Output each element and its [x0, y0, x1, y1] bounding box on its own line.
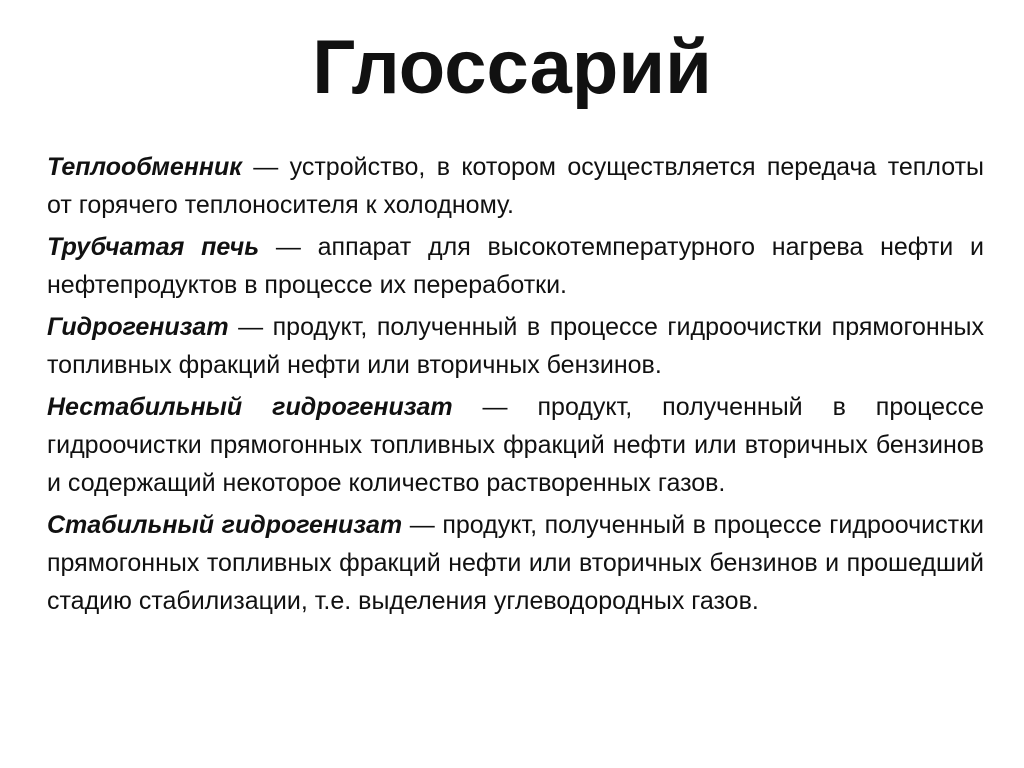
- glossary-entry-hydrogenate: [47, 308, 984, 384]
- glossary-term: Гидрогенизат: [47, 313, 229, 341]
- glossary-definition: — продукт, полученный в процессе гидроочистки прямогонных топливных фракций нефти или вторичных бензинов.: [47, 313, 984, 379]
- glossary-definition: — аппарат для высокотемпературного нагрева нефти и нефтепродуктов в процессе их переработки.: [47, 233, 984, 299]
- glossary-definition: — устройство, в котором осуществляется передача теплоты от горячего теплоносителя к холодному.: [47, 153, 984, 219]
- glossary-term: Нестабильный гидрогенизат: [47, 393, 453, 421]
- glossary-definition: — продукт, полученный в процессе гидроочистки прямогонных топливных фракций нефти или вторичных бензинов и прошедший стадию стабилизации, т.е. выделения углеводородных газов.: [47, 511, 984, 615]
- glossary-entry-tube-furnace: [47, 228, 984, 304]
- glossary-term: Трубчатая печь: [47, 233, 260, 261]
- glossary-entry-unstable-hydrogenate: [47, 388, 984, 502]
- glossary-definition: — продукт, полученный в процессе гидроочистки прямогонных топливных фракций нефти или вторичных бензинов и содержащий некоторое количество растворенных газов.: [47, 393, 984, 497]
- glossary-entry-stable-hydrogenate: [47, 506, 984, 620]
- glossary-term: Теплообменник: [47, 153, 242, 181]
- slide-title: Глоссарий: [312, 25, 712, 110]
- glossary-list: [47, 148, 984, 624]
- glossary-term: Стабильный гидрогенизат: [47, 511, 403, 539]
- glossary-entry-heat-exchanger: [47, 148, 984, 224]
